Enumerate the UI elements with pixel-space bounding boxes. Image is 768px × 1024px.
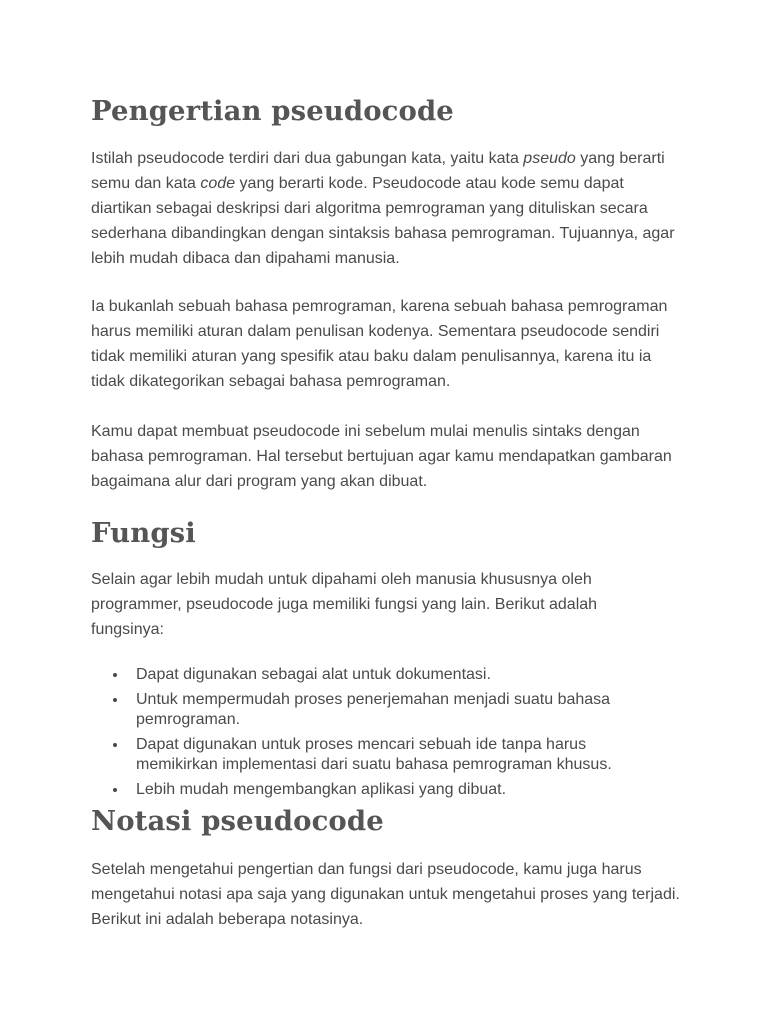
list-item — [91, 735, 661, 775]
paragraph-definition-text-b: yang berarti semu dan kata — [91, 150, 665, 192]
fungsi-list — [91, 665, 661, 805]
bullet-icon — [113, 788, 117, 792]
paragraph-fungsi-intro: Selain agar lebih mudah untuk dipahami oleh manusia khususnya oleh programmer, pseudocode juga memiliki fungsi yang lain. Berikut adalah fungsinya: — [91, 571, 598, 638]
list-item-text: Dapat digunakan sebagai alat untuk dokumentasi. — [136, 666, 491, 683]
paragraph-not-a-language: Ia bukanlah sebuah bahasa pemrograman, karena sebuah bahasa pemrograman harus memiliki aturan dalam penulisan kodenya. Sementara pseudocode sendiri tidak memiliki aturan yang spesifik atau baku dalam penulisannya, karena itu ia tidak dikategorikan sebagai bahasa pemrograman. — [91, 298, 668, 390]
term-pseudo: pseudo — [523, 150, 576, 167]
list-item — [91, 780, 661, 800]
bullet-icon — [113, 743, 117, 747]
list-item — [91, 665, 661, 685]
list-item-text: Untuk mempermudah proses penerjemahan menjadi suatu bahasa pemrograman. — [136, 691, 611, 728]
heading-fungsi: Fungsi — [91, 517, 196, 549]
list-item-text: Lebih mudah mengembangkan aplikasi yang dibuat. — [136, 781, 507, 798]
paragraph-notasi-intro: Setelah mengetahui pengertian dan fungsi dari pseudocode, kamu juga harus mengetahui notasi apa saja yang digunakan untuk mengetahui proses yang terjadi. Berikut ini adalah beberapa notasinya. — [91, 861, 680, 928]
bullet-icon — [113, 698, 117, 702]
term-code: code — [200, 175, 236, 192]
paragraph-definition — [91, 146, 681, 271]
list-item-text: Dapat digunakan untuk proses mencari sebuah ide tanpa harus memikirkan implementasi dari suatu bahasa pemrograman khusus. — [136, 736, 612, 773]
bullet-icon — [113, 673, 117, 677]
paragraph-definition-text-a: Istilah pseudocode terdiri dari dua gabungan kata, yaitu kata — [91, 150, 524, 167]
heading-notasi-pseudocode: Notasi pseudocode — [91, 805, 384, 837]
list-item — [91, 690, 661, 730]
heading-pengertian-pseudocode: Pengertian pseudocode — [91, 95, 454, 127]
paragraph-before-coding: Kamu dapat membuat pseudocode ini sebelum mulai menulis sintaks dengan bahasa pemrograman. Hal tersebut bertujuan agar kamu mendapatkan gambaran bagaimana alur dari program yang akan dibuat. — [91, 423, 672, 490]
paragraph-definition-text-c: yang berarti kode. Pseudocode atau kode semu dapat diartikan sebagai deskripsi dari algoritma pemrograman yang dituliskan secara sederhana dibandingkan dengan sintaksis bahasa pemrograman. Tujuannya, agar lebih mudah dibaca dan dipahami manusia. — [91, 175, 675, 267]
